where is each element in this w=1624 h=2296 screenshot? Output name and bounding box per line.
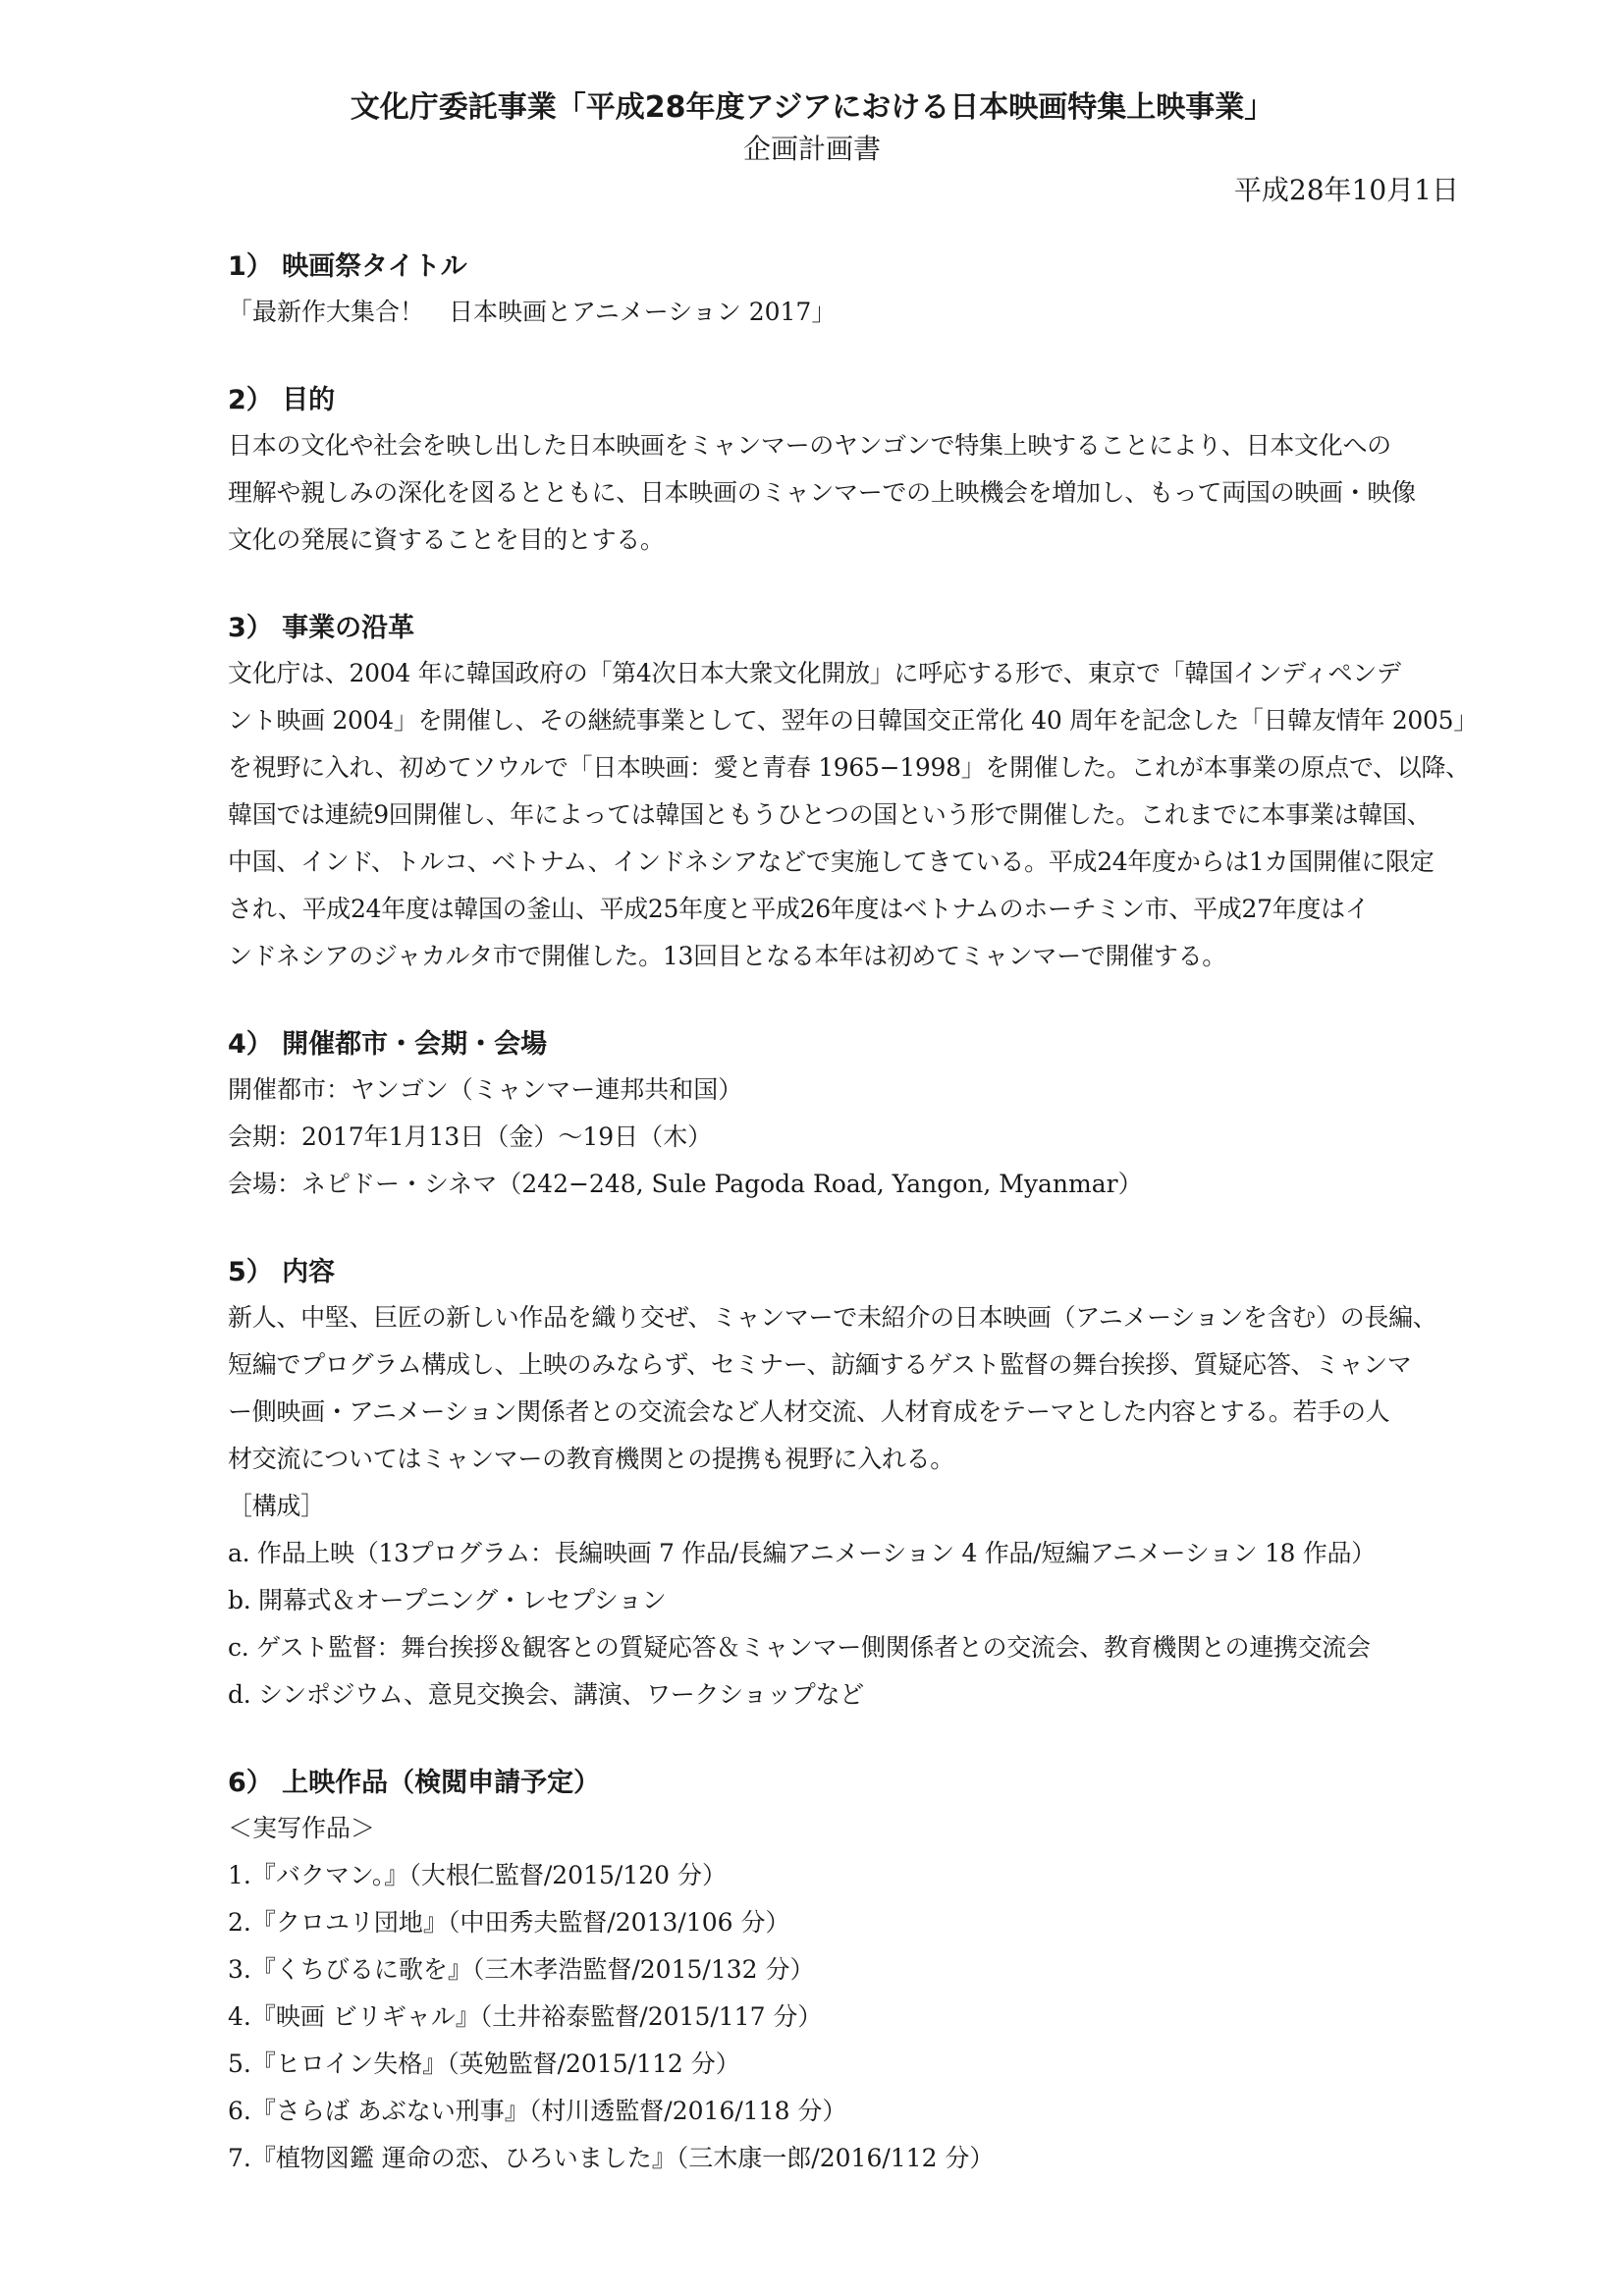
paragraph-line: 中国、インド、トルコ、ベトナム、インドネシアなどで実施してきている。平成24年度からは1カ国開催に限定 bbox=[228, 847, 1435, 876]
section-heading: 3） 事業の沿革 bbox=[228, 613, 415, 643]
film-item: 3.『くちびるに歌を』（三木孝浩監督/2015/132 分） bbox=[228, 1955, 815, 1984]
film-item: 6.『さらば あぶない刑事』（村川透監督/2016/118 分） bbox=[228, 2097, 847, 2125]
section-contents bbox=[228, 1251, 1494, 1719]
list-item: a. 作品上映（13プログラム：長編映画 7 作品/長編アニメーション 4 作品/短編アニメーション 18 作品） bbox=[228, 1539, 1376, 1567]
section-heading: 2） 目的 bbox=[228, 385, 336, 415]
paragraph-line: 理解や親しみの深化を図るとともに、日本映画のミャンマーでの上映機会を増加し、もって両国の映画・映像 bbox=[228, 478, 1416, 507]
section-festival-title bbox=[228, 246, 1494, 336]
section-history bbox=[228, 607, 1494, 980]
list-item: c. ゲスト監督：舞台挨拶＆観客との質疑応答＆ミャンマー側関係者との交流会、教育機関との連携交流会 bbox=[228, 1633, 1371, 1662]
festival-title-text: 「最新作大集合！ 日本映画とアニメーション 2017」 bbox=[228, 298, 837, 326]
document-subtitle: 企画計画書 bbox=[742, 133, 881, 165]
document-date: 平成28年10月1日 bbox=[1233, 174, 1459, 206]
film-item: 4.『映画 ビリギャル』（土井裕泰監督/2015/117 分） bbox=[228, 2002, 823, 2031]
venue: 会場：ネピドー・シネマ（242−248, Sule Pagoda Road, Yangon, Myanmar） bbox=[228, 1170, 1143, 1198]
film-item: 1.『バクマン。』（大根仁監督/2015/120 分） bbox=[228, 1861, 727, 1889]
film-item: 7.『植物図鑑 運命の恋、ひろいました』（三木康一郎/2016/112 分） bbox=[228, 2144, 995, 2172]
document-title: 文化庁委託事業「平成28年度アジアにおける日本映画特集上映事業」 bbox=[350, 90, 1274, 125]
paragraph-line: され、平成24年度は韓国の釜山、平成25年度と平成26年度はベトナムのホーチミン市、平成27年度はイ bbox=[228, 895, 1370, 923]
paragraph-line: 韓国では連続9回開催し、年によっては韓国ともうひとつの国という形で開催した。これまでに本事業は韓国、 bbox=[228, 800, 1432, 829]
paragraph-line: 短編でプログラム構成し、上映のみならず、セミナー、訪緬するゲスト監督の舞台挨拶、質疑応答、ミャンマ bbox=[228, 1350, 1412, 1379]
document-body bbox=[228, 246, 1494, 2225]
section-heading: 4） 開催都市・会期・会場 bbox=[228, 1029, 548, 1060]
film-item: 5.『ヒロイン失格』（英勉監督/2015/112 分） bbox=[228, 2050, 740, 2078]
list-item: d. シンポジウム、意見交換会、講演、ワークショップなど bbox=[228, 1680, 864, 1709]
section-heading: 5） 内容 bbox=[228, 1257, 336, 1287]
list-item: b. 開幕式＆オープニング・レセプション bbox=[228, 1586, 667, 1614]
paragraph-line: ー側映画・アニメーション関係者との交流会など人材交流、人材育成をテーマとした内容とする。若手の人 bbox=[228, 1397, 1390, 1426]
section-heading: 6） 上映作品（検閲申請予定） bbox=[228, 1768, 601, 1798]
section-films bbox=[228, 1762, 1494, 2182]
paragraph-line: 材交流についてはミャンマーの教育機関との提携も視野に入れる。 bbox=[228, 1445, 955, 1473]
live-action-label: ＜実写作品＞ bbox=[228, 1814, 376, 1842]
section-venue bbox=[228, 1023, 1494, 1208]
festival-period: 会期：2017年1月13日（金）〜19日（木） bbox=[228, 1122, 713, 1151]
paragraph-line: 文化庁は、2004 年に韓国政府の「第4次日本大衆文化開放」に呼応する形で、東京で「韓国インディペンデ bbox=[228, 659, 1401, 687]
paragraph-line: ンドネシアのジャカルタ市で開催した。13回目となる本年は初めてミャンマーで開催する。 bbox=[228, 942, 1226, 970]
film-item: 2.『クロユリ団地』（中田秀夫監督/2013/106 分） bbox=[228, 1908, 790, 1937]
structure-label: ［構成］ bbox=[228, 1492, 325, 1520]
paragraph-line: 文化の発展に資することを目的とする。 bbox=[228, 525, 665, 554]
section-purpose bbox=[228, 379, 1494, 564]
section-heading: 1） 映画祭タイトル bbox=[228, 251, 467, 282]
paragraph-line: 新人、中堅、巨匠の新しい作品を織り交ぜ、ミャンマーで未紹介の日本映画（アニメーションを含む）の長編、 bbox=[228, 1303, 1437, 1332]
paragraph-line: 日本の文化や社会を映し出した日本映画をミャンマーのヤンゴンで特集上映することにより、日本文化への bbox=[228, 431, 1391, 460]
paragraph-line: ント映画 2004」を開催し、その継続事業として、翌年の日韓国交正常化 40 周年を記念した「日韓友情年 2005」 bbox=[228, 706, 1478, 735]
host-city: 開催都市：ヤンゴン（ミャンマー連邦共和国） bbox=[228, 1075, 743, 1104]
paragraph-line: を視野に入れ、初めてソウルで「日本映画：愛と青春 1965−1998」を開催した。これが本事業の原点で、以降、 bbox=[228, 753, 1470, 782]
